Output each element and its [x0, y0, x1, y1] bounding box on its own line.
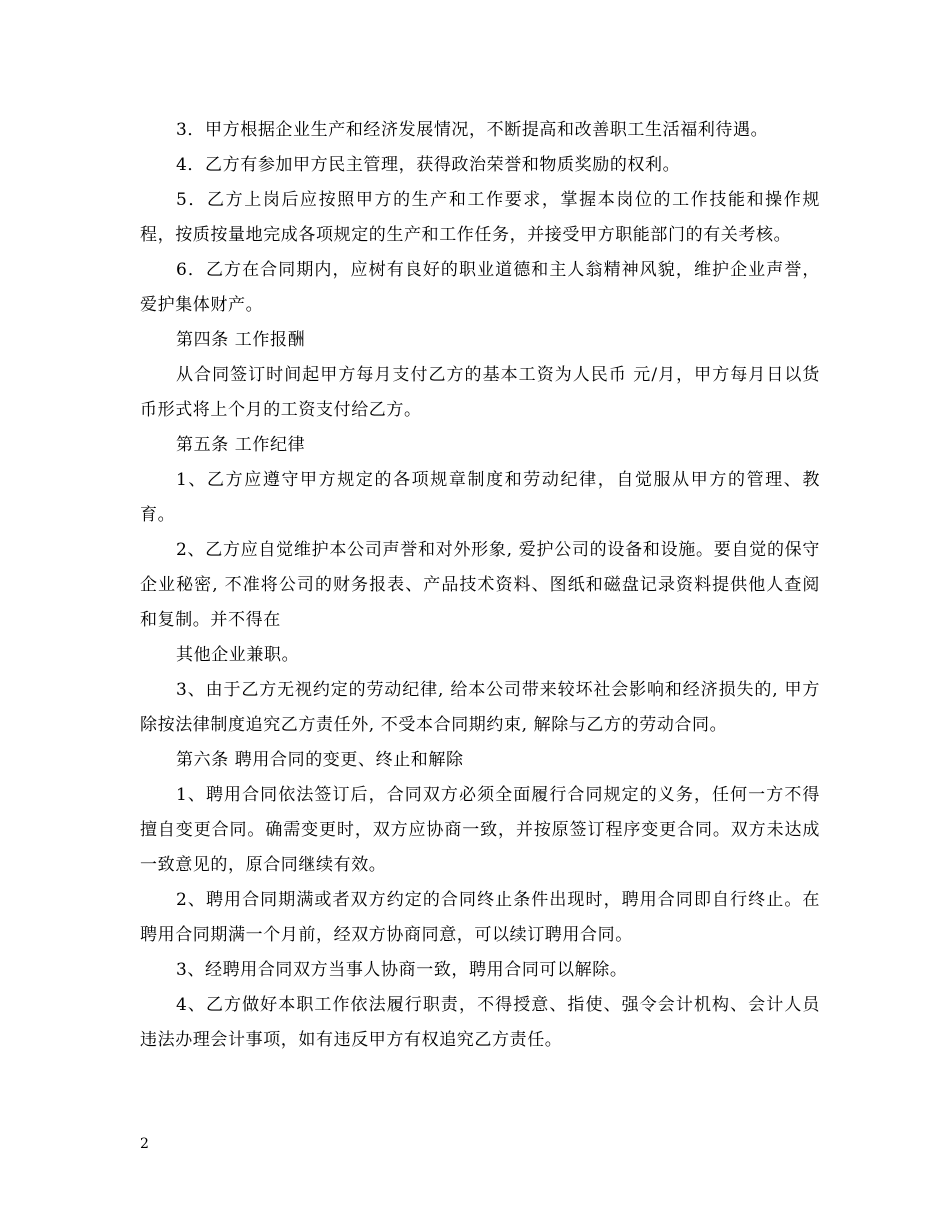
section-heading-article-5: 第五条 工作纪律 [176, 435, 306, 455]
paragraph-clause-3-welfare: 3．甲方根据企业生产和经济发展情况，不断提高和改善职工生活福利待遇。 [176, 120, 769, 140]
paragraph-discipline-3: 3、由于乙方无视约定的劳动纪律, 给本公司带来较坏社会影响和经济损失的, 甲方除按法律制度追究乙方责任外, 不受本合同期约束, 解除与乙方的劳动合同。 [140, 680, 820, 735]
section-heading-article-6: 第六条 聘用合同的变更、终止和解除 [176, 750, 464, 770]
paragraph-salary: 从合同签订时间起甲方每月支付乙方的基本工资为人民币 元/月，甲方每月日以货币形式将上个月的工资支付给乙方。 [140, 365, 820, 420]
paragraph-contract-change-1: 1、聘用合同依法签订后，合同双方必须全面履行合同规定的义务，任何一方不得擅自变更合同。确需变更时，双方应协商一致，并按原签订程序变更合同。双方未达成一致意见的，原合同继续有效。 [140, 785, 820, 875]
paragraph-discipline-1: 1、乙方应遵守甲方规定的各项规章制度和劳动纪律，自觉服从甲方的管理、教育。 [140, 470, 820, 525]
section-heading-article-4: 第四条 工作报酬 [176, 330, 306, 350]
paragraph-contract-change-4: 4、乙方做好本职工作依法履行职责，不得授意、指使、强令会计机构、会计人员违法办理会计事项，如有违反甲方有权追究乙方责任。 [140, 995, 820, 1050]
paragraph-clause-5-job-duties: 5．乙方上岗后应按照甲方的生产和工作要求，掌握本岗位的工作技能和操作规程，按质按量地完成各项规定的生产和工作任务，并接受甲方职能部门的有关考核。 [140, 190, 820, 245]
paragraph-discipline-2: 2、乙方应自觉维护本公司声誉和对外形象, 爱护公司的设备和设施。要自觉的保守企业秘密, 不准将公司的财务报表、产品技术资料、图纸和磁盘记录资料提供他人查阅和复制。并不得在 [140, 540, 820, 630]
paragraph-contract-change-3: 3、经聘用合同双方当事人协商一致，聘用合同可以解除。 [176, 960, 628, 980]
paragraph-discipline-2-continued: 其他企业兼职。 [176, 645, 300, 665]
document-body [140, 113, 820, 1058]
paragraph-clause-6-ethics: 6．乙方在合同期内，应树有良好的职业道德和主人翁精神风貌，维护企业声誉，爱护集体财产。 [140, 260, 820, 315]
paragraph-clause-4-management: 4．乙方有参加甲方民主管理，获得政治荣誉和物质奖励的权利。 [176, 155, 681, 175]
paragraph-contract-change-2: 2、聘用合同期满或者双方约定的合同终止条件出现时，聘用合同即自行终止。在聘用合同期满一个月前，经双方协商同意，可以续订聘用合同。 [140, 890, 820, 945]
page-number: 2 [140, 1136, 149, 1152]
